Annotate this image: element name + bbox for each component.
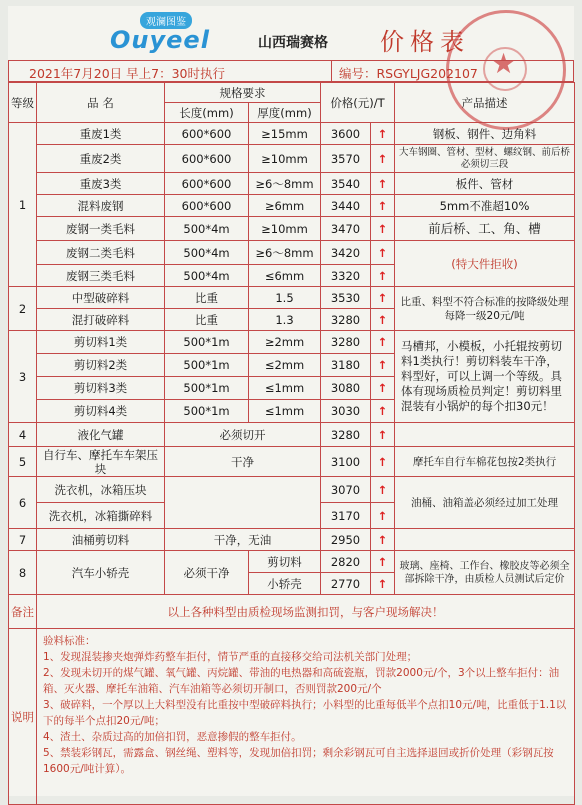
up-arrow-icon: ↑: [371, 145, 395, 173]
grade-cell: 5: [9, 447, 37, 477]
item-name: 剪切料1类: [37, 331, 165, 354]
up-arrow-icon: ↑: [371, 217, 395, 241]
item-price: 3280: [321, 309, 371, 331]
price-sheet: [8, 6, 574, 796]
up-arrow-icon: ↑: [371, 573, 395, 595]
table-row: [9, 173, 575, 195]
item-desc: 前后桥、工、角、槽: [395, 217, 575, 241]
item-desc: 大车钢圈、管材、型材、螺纹钢、前后桥必须切三段: [395, 145, 575, 173]
remark-text: 以上各种料型由质检现场监测扣罚，与客户现场解决！: [37, 595, 575, 629]
up-arrow-icon: ↑: [371, 265, 395, 287]
item-length: 500*1m: [165, 354, 249, 377]
table-row: [9, 123, 575, 145]
item-name: 重废3类: [37, 173, 165, 195]
up-arrow-icon: ↑: [371, 123, 395, 145]
col-length: 长度(mm): [165, 103, 249, 123]
up-arrow-icon: ↑: [371, 447, 395, 477]
item-length: 500*1m: [165, 377, 249, 400]
item-price: 3280: [321, 331, 371, 354]
item-price: 3170: [321, 503, 371, 529]
item-desc: 比重、料型不符合标准的按降级处理每降一级20元/吨: [395, 287, 575, 331]
effective-date: 2021年7月20日 早上7：30时执行: [29, 66, 226, 81]
rules-row: [9, 629, 575, 805]
item-spec: 必须干净: [165, 551, 249, 595]
up-arrow-icon: ↑: [371, 377, 395, 400]
sub-header: [8, 60, 574, 82]
item-thickness: ≥6mm: [249, 195, 321, 217]
item-price: 2950: [321, 529, 371, 551]
item-length: 比重: [165, 287, 249, 309]
item-price: 3070: [321, 477, 371, 503]
up-arrow-icon: ↑: [371, 331, 395, 354]
item-length: 600*600: [165, 145, 249, 173]
rule-item: 4、渣土、杂质过高的加倍扣罚，恶意掺假的整车拒付。: [43, 731, 302, 743]
table-row: [9, 423, 575, 447]
item-desc: 玻璃、座椅、工作台、橡胶皮等必须全部拆除干净，由质检人员测试后定价: [395, 551, 575, 595]
up-arrow-icon: ↑: [371, 423, 395, 447]
grade-cell: 2: [9, 287, 37, 331]
item-price: 3080: [321, 377, 371, 400]
item-length: 600*600: [165, 123, 249, 145]
up-arrow-icon: ↑: [371, 477, 395, 503]
item-name: 废钢二类毛料: [37, 241, 165, 265]
item-price: 3280: [321, 423, 371, 447]
item-length: 比重: [165, 309, 249, 331]
item-length: 500*1m: [165, 400, 249, 423]
item-price: 3440: [321, 195, 371, 217]
item-name: 剪切料2类: [37, 354, 165, 377]
item-desc: 马槽邦，小模板，小托辊按剪切料1类执行！剪切料装车干净，料型好，可以上调一个等级。具体有现场质检员判定！剪切料里混装有小锅炉的每个扣30元！: [395, 331, 575, 423]
rule-item: 1、发现混装掺夹炮弹炸药整车拒付，情节严重的直接移交给司法机关部门处理；: [43, 651, 418, 663]
item-name: 洗衣机，冰箱撕碎料: [37, 503, 165, 529]
item-spec: [165, 477, 321, 529]
item-desc: 5mm不准超10%: [395, 195, 575, 217]
up-arrow-icon: ↑: [371, 173, 395, 195]
item-price: 3100: [321, 447, 371, 477]
logo-company-name: 山西瑞赛格: [258, 35, 328, 51]
up-arrow-icon: ↑: [371, 529, 395, 551]
item-thickness: 1.3: [249, 309, 321, 331]
col-price: 价格(元)/T: [321, 83, 395, 123]
divider: [331, 61, 332, 81]
item-price: 3600: [321, 123, 371, 145]
document-code: 编号：RSGYLJG202107: [339, 66, 478, 81]
item-thickness: ≤1mm: [249, 377, 321, 400]
col-spec: 规格要求: [165, 83, 321, 103]
item-desc: [395, 529, 575, 551]
table-row: [9, 217, 575, 241]
item-name: 液化气罐: [37, 423, 165, 447]
col-desc: 产品描述: [395, 83, 575, 123]
item-length: 500*4m: [165, 265, 249, 287]
item-name: 自行车、摩托车车架压块: [37, 447, 165, 477]
up-arrow-icon: ↑: [371, 309, 395, 331]
item-length: 500*1m: [165, 331, 249, 354]
item-price: 3540: [321, 173, 371, 195]
item-price: 2770: [321, 573, 371, 595]
item-thickness: ≥10mm: [249, 145, 321, 173]
logo-wordmark: Ouyeel: [110, 26, 210, 54]
item-desc: 板件、管材: [395, 173, 575, 195]
logo-tagline: 观澜图鉴: [140, 12, 192, 29]
up-arrow-icon: ↑: [371, 195, 395, 217]
table-row: [9, 287, 575, 309]
item-name: 剪切料4类: [37, 400, 165, 423]
item-thickness: ≥10mm: [249, 217, 321, 241]
table-row: [9, 529, 575, 551]
item-name: 中型破碎料: [37, 287, 165, 309]
up-arrow-icon: ↑: [371, 287, 395, 309]
item-length: 500*4m: [165, 217, 249, 241]
rules-heading: 验料标准：: [43, 635, 96, 647]
table-row: [9, 241, 575, 265]
remark-label: 备注: [9, 595, 37, 629]
item-desc: 钢板、钢件、边角料: [395, 123, 575, 145]
item-name: 废钢一类毛料: [37, 217, 165, 241]
grade-cell: 4: [9, 423, 37, 447]
col-name: 品 名: [37, 83, 165, 123]
oversize-reject-note: (特大件拒收): [395, 241, 575, 287]
item-desc: 摩托车自行车棉花包按2类执行: [395, 447, 575, 477]
item-name: 汽车小轿壳: [37, 551, 165, 595]
item-name: 重废2类: [37, 145, 165, 173]
up-arrow-icon: ↑: [371, 551, 395, 573]
rules-label: 说明: [9, 629, 37, 805]
up-arrow-icon: ↑: [371, 400, 395, 423]
item-desc: 油桶、油箱盖必须经过加工处理: [395, 477, 575, 529]
item-thickness: ≤6mm: [249, 265, 321, 287]
up-arrow-icon: ↑: [371, 354, 395, 377]
item-thickness: ≤1mm: [249, 400, 321, 423]
item-price: 3420: [321, 241, 371, 265]
grade-cell: 1: [9, 123, 37, 287]
table-header-row: [9, 83, 575, 103]
item-name: 剪切料3类: [37, 377, 165, 400]
item-name: 混料废钢: [37, 195, 165, 217]
table-row: [9, 447, 575, 477]
table-row: [9, 331, 575, 354]
item-name: 重废1类: [37, 123, 165, 145]
star-icon: ★: [491, 47, 517, 80]
table-row: [9, 477, 575, 503]
item-price: 3030: [321, 400, 371, 423]
remark-row: [9, 595, 575, 629]
item-desc: [395, 423, 575, 447]
item-spec: 干净: [165, 447, 321, 477]
item-spec: 干净，无油: [165, 529, 321, 551]
item-price: 3470: [321, 217, 371, 241]
table-row: [9, 195, 575, 217]
grade-cell: 7: [9, 529, 37, 551]
page-title: 价格表: [380, 28, 470, 56]
up-arrow-icon: ↑: [371, 241, 395, 265]
rule-item: 2、发现未切开的煤气罐、氧气罐、丙烷罐、带油的电热器和高硫瓷瓶，罚款2000元/个，3个以上整车拒付：油箱、灭火器、摩托车油箱、汽车油箱等必须切开制口，否则罚款200元/个: [43, 667, 560, 695]
up-arrow-icon: ↑: [371, 503, 395, 529]
price-table: [8, 82, 575, 805]
grade-cell: 6: [9, 477, 37, 529]
col-thickness: 厚度(mm): [249, 103, 321, 123]
item-thickness: ≥6～8mm: [249, 241, 321, 265]
rules-text: [37, 629, 575, 805]
item-price: 2820: [321, 551, 371, 573]
rule-item: 5、禁装彩钢瓦，需露盒、钢丝绳、塑料等，发现加倍扣罚；剩余彩钢瓦可自主选择退回或折价处理（彩钢瓦按1600元/吨计算）。: [43, 747, 554, 775]
item-thickness: ≥6～8mm: [249, 173, 321, 195]
table-row: [9, 145, 575, 173]
grade-cell: 8: [9, 551, 37, 595]
item-price: 3320: [321, 265, 371, 287]
item-length: 600*600: [165, 195, 249, 217]
col-grade: 等级: [9, 83, 37, 123]
item-spec: 必须切开: [165, 423, 321, 447]
item-name: 洗衣机，冰箱压块: [37, 477, 165, 503]
item-price: 3180: [321, 354, 371, 377]
item-length: 600*600: [165, 173, 249, 195]
item-subtype: 小轿壳: [249, 573, 321, 595]
item-thickness: ≥2mm: [249, 331, 321, 354]
item-name: 混打破碎料: [37, 309, 165, 331]
item-name: 油桶剪切料: [37, 529, 165, 551]
company-logo: [110, 12, 375, 54]
item-thickness: 1.5: [249, 287, 321, 309]
item-thickness: ≤2mm: [249, 354, 321, 377]
table-row: [9, 551, 575, 573]
item-length: 500*4m: [165, 241, 249, 265]
item-price: 3530: [321, 287, 371, 309]
item-thickness: ≥15mm: [249, 123, 321, 145]
item-subtype: 剪切料: [249, 551, 321, 573]
item-price: 3570: [321, 145, 371, 173]
item-name: 废钢三类毛料: [37, 265, 165, 287]
grade-cell: 3: [9, 331, 37, 423]
rule-item: 3、破碎料，一个厚以上大料型没有比重按中型破碎料执行；小料型的比重每低半个点扣10元/吨，比重低于1.1以下的每半个点扣20元/吨；: [43, 699, 567, 727]
